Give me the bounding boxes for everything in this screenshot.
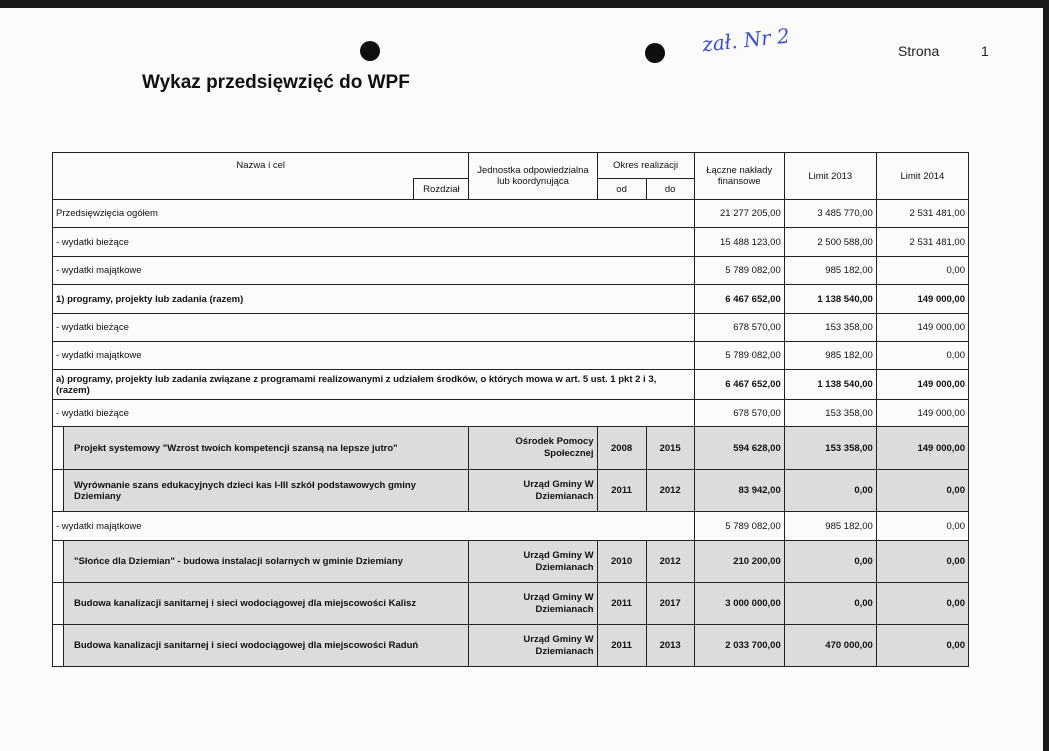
row-unit: Urząd Gminy W Dziemianach xyxy=(469,625,597,667)
row-limit-2013: 2 500 588,00 xyxy=(784,228,876,257)
row-limit-2013: 153 358,00 xyxy=(784,314,876,342)
row-total: 6 467 652,00 xyxy=(694,285,784,314)
row-limit-2014: 0,00 xyxy=(876,541,968,583)
header-total: Łączne nakłady finansowe xyxy=(694,153,784,200)
row-limit-2014: 149 000,00 xyxy=(876,370,968,400)
row-name: Budowa kanalizacji sanitarnej i sieci wodociągowej dla miejscowości Raduń xyxy=(64,625,469,667)
page-number: 1 xyxy=(981,43,989,59)
row-limit-2014: 2 531 481,00 xyxy=(876,228,968,257)
row-total: 594 628,00 xyxy=(694,427,784,470)
row-total: 210 200,00 xyxy=(694,541,784,583)
header-period: Okres realizacji xyxy=(597,153,694,179)
punch-hole xyxy=(360,41,380,61)
page-title: Wykaz przedsięwzięć do WPF xyxy=(142,72,410,93)
row-unit: Urząd Gminy W Dziemianach xyxy=(469,541,597,583)
table-row xyxy=(53,200,969,228)
row-limit-2013: 0,00 xyxy=(784,470,876,512)
row-limit-2014: 0,00 xyxy=(876,625,968,667)
header-from: od xyxy=(597,179,646,200)
row-total: 678 570,00 xyxy=(694,314,784,342)
row-limit-2013: 153 358,00 xyxy=(784,400,876,427)
row-limit-2014: 149 000,00 xyxy=(876,285,968,314)
row-limit-2014: 149 000,00 xyxy=(876,314,968,342)
handwritten-note: zał. Nr 2 xyxy=(700,23,791,57)
table-row xyxy=(53,228,969,257)
row-name: - wydatki bieżące xyxy=(53,314,695,342)
row-limit-2014: 149 000,00 xyxy=(876,400,968,427)
header-name: Nazwa i cel xyxy=(53,153,469,179)
header-rozdzial: Rozdział xyxy=(414,179,469,200)
row-name: a) programy, projekty lub zadania związane z programami realizowanymi z udziałem środków, o których mowa w art. 5 ust. 1 pkt 2 i 3, (razem) xyxy=(53,370,695,400)
row-from: 2011 xyxy=(597,583,646,625)
row-name: - wydatki bieżące xyxy=(53,400,695,427)
row-total: 5 789 082,00 xyxy=(694,257,784,285)
row-total: 678 570,00 xyxy=(694,400,784,427)
row-limit-2014: 0,00 xyxy=(876,342,968,370)
row-limit-2014: 0,00 xyxy=(876,512,968,541)
row-limit-2014: 149 000,00 xyxy=(876,427,968,470)
row-total: 3 000 000,00 xyxy=(694,583,784,625)
header-to: do xyxy=(646,179,694,200)
row-to: 2012 xyxy=(646,541,694,583)
row-limit-2013: 470 000,00 xyxy=(784,625,876,667)
row-to: 2017 xyxy=(646,583,694,625)
row-limit-2013: 1 138 540,00 xyxy=(784,285,876,314)
row-total: 5 789 082,00 xyxy=(694,512,784,541)
header-limit-2014: Limit 2014 xyxy=(876,153,968,200)
row-total: 5 789 082,00 xyxy=(694,342,784,370)
row-unit: Urząd Gminy W Dziemianach xyxy=(469,583,597,625)
row-to: 2015 xyxy=(646,427,694,470)
table-row xyxy=(53,470,969,512)
row-from: 2011 xyxy=(597,625,646,667)
table-row xyxy=(53,541,969,583)
row-limit-2014: 0,00 xyxy=(876,583,968,625)
table-row xyxy=(53,370,969,400)
row-name: Budowa kanalizacji sanitarnej i sieci wodociągowej dla miejscowości Kalisz xyxy=(64,583,469,625)
table-row xyxy=(53,342,969,370)
row-unit: Ośrodek Pomocy Społecznej xyxy=(469,427,597,470)
row-name: Przedsięwzięcia ogółem xyxy=(53,200,695,228)
projects-table xyxy=(52,152,969,667)
row-from: 2008 xyxy=(597,427,646,470)
row-to: 2012 xyxy=(646,470,694,512)
table-row xyxy=(53,314,969,342)
table-row xyxy=(53,427,969,470)
row-total: 15 488 123,00 xyxy=(694,228,784,257)
row-name: Wyrównanie szans edukacyjnych dzieci kas I-III szkół podstawowych gminy Dziemiany xyxy=(64,470,469,512)
row-name: 1) programy, projekty lub zadania (razem) xyxy=(53,285,695,314)
table-row xyxy=(53,583,969,625)
row-limit-2013: 0,00 xyxy=(784,583,876,625)
header-limit-2013: Limit 2013 xyxy=(784,153,876,200)
row-limit-2013: 985 182,00 xyxy=(784,257,876,285)
row-to: 2013 xyxy=(646,625,694,667)
row-limit-2013: 1 138 540,00 xyxy=(784,370,876,400)
row-limit-2013: 3 485 770,00 xyxy=(784,200,876,228)
row-total: 2 033 700,00 xyxy=(694,625,784,667)
row-from: 2010 xyxy=(597,541,646,583)
row-name: - wydatki majątkowe xyxy=(53,512,695,541)
row-limit-2013: 985 182,00 xyxy=(784,342,876,370)
row-from: 2011 xyxy=(597,470,646,512)
row-name: - wydatki majątkowe xyxy=(53,342,695,370)
page-label: Strona xyxy=(898,43,940,59)
table-row xyxy=(53,400,969,427)
table-row xyxy=(53,285,969,314)
row-limit-2014: 0,00 xyxy=(876,257,968,285)
row-total: 6 467 652,00 xyxy=(694,370,784,400)
row-unit: Urząd Gminy W Dziemianach xyxy=(469,470,597,512)
row-total: 21 277 205,00 xyxy=(694,200,784,228)
row-name: - wydatki majątkowe xyxy=(53,257,695,285)
row-limit-2014: 0,00 xyxy=(876,470,968,512)
row-total: 83 942,00 xyxy=(694,470,784,512)
document-page xyxy=(0,8,1043,751)
row-name: "Słońce dla Dziemian" - budowa instalacji solarnych w gminie Dziemiany xyxy=(64,541,469,583)
row-name: - wydatki bieżące xyxy=(53,228,695,257)
row-limit-2014: 2 531 481,00 xyxy=(876,200,968,228)
row-limit-2013: 0,00 xyxy=(784,541,876,583)
row-name: Projekt systemowy "Wzrost twoich kompetencji szansą na lepsze jutro" xyxy=(64,427,469,470)
header-unit: Jednostka odpowiedzialna lub koordynująca xyxy=(469,153,597,200)
punch-hole xyxy=(645,43,665,63)
table-row xyxy=(53,512,969,541)
row-limit-2013: 153 358,00 xyxy=(784,427,876,470)
row-limit-2013: 985 182,00 xyxy=(784,512,876,541)
table-row xyxy=(53,625,969,667)
table-row xyxy=(53,257,969,285)
